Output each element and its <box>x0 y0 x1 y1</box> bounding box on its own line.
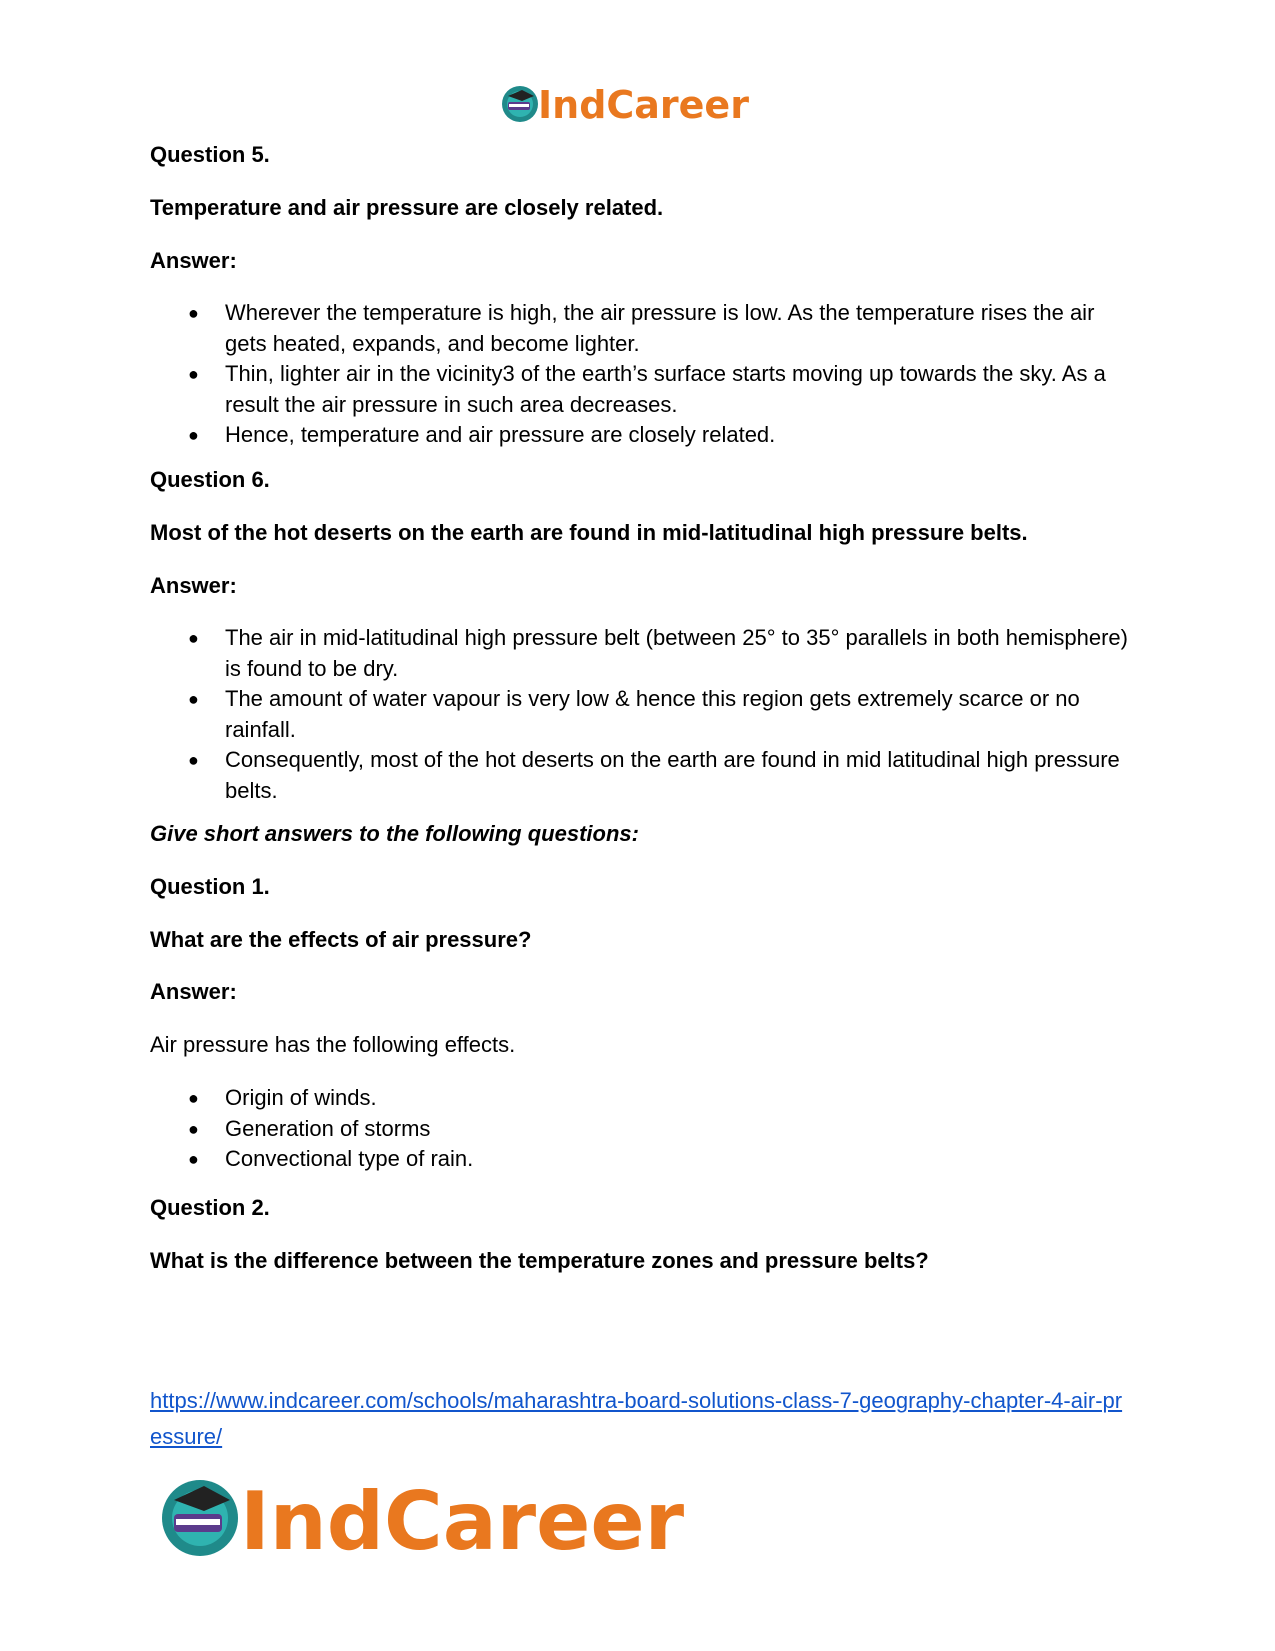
question-6-answer-label: Answer: <box>150 573 237 598</box>
short-question-2-text: What is the difference between the temperature zones and pressure belts? <box>150 1248 929 1273</box>
list-item: ● Convectional type of rain. <box>188 1146 474 1171</box>
section-heading: Give short answers to the following questions: <box>150 821 639 846</box>
graduation-book-icon <box>162 1480 238 1556</box>
logo-wordmark: IndCareer <box>538 83 749 127</box>
indcareer-logo-bottom <box>160 1466 700 1566</box>
list-item: ● Wherever the temperature is high, the air pressure is low. As the temperature rises the air gets heated, expands, and become lighter. <box>188 300 1095 356</box>
short-question-1-answer-label: Answer: <box>150 979 237 1004</box>
list-item: ● Origin of winds. <box>188 1085 377 1110</box>
question-6-heading: Question 6. <box>150 467 270 492</box>
question-5-answer-label: Answer: <box>150 248 237 273</box>
logo-wordmark: IndCareer <box>240 1475 685 1566</box>
list-item: ● Consequently, most of the hot deserts on the earth are found in mid latitudinal high pressure belts. <box>188 747 1120 803</box>
indcareer-logo-top <box>500 80 780 130</box>
list-item: ● Thin, lighter air in the vicinity3 of the earth’s surface starts moving up towards the sky. As a result the air pressure in such area decreases. <box>188 361 1106 417</box>
question-5-answer-list <box>150 298 1130 451</box>
question-6-statement: Most of the hot deserts on the earth are found in mid-latitudinal high pressure belts. <box>150 520 1028 545</box>
short-question-1-text: What are the effects of air pressure? <box>150 927 532 952</box>
short-question-2-heading: Question 2. <box>150 1195 270 1220</box>
question-6-answer-list <box>150 623 1130 806</box>
question-5-heading: Question 5. <box>150 142 270 167</box>
short-question-1-heading: Question 1. <box>150 874 270 899</box>
short-question-1-intro: Air pressure has the following effects. <box>150 1032 516 1057</box>
list-item: ● The air in mid-latitudinal high pressure belt (between 25° to 35° parallels in both hemisphere) is found to be dry. <box>188 625 1128 681</box>
list-item: ● Generation of storms <box>188 1115 431 1141</box>
list-item: ● The amount of water vapour is very low & hence this region gets extremely scarce or no rainfall. <box>188 686 1080 742</box>
question-5-statement: Temperature and air pressure are closely related. <box>150 195 664 220</box>
graduation-book-icon <box>502 86 538 122</box>
list-item: ● Hence, temperature and air pressure are closely related. <box>188 422 776 447</box>
short-question-1-answer-list <box>150 1083 1130 1175</box>
source-url-link[interactable]: https://www.indcareer.com/schools/maharashtra-board-solutions-class-7-geography-chapter-4-air-pressure/ <box>150 1388 1123 1449</box>
